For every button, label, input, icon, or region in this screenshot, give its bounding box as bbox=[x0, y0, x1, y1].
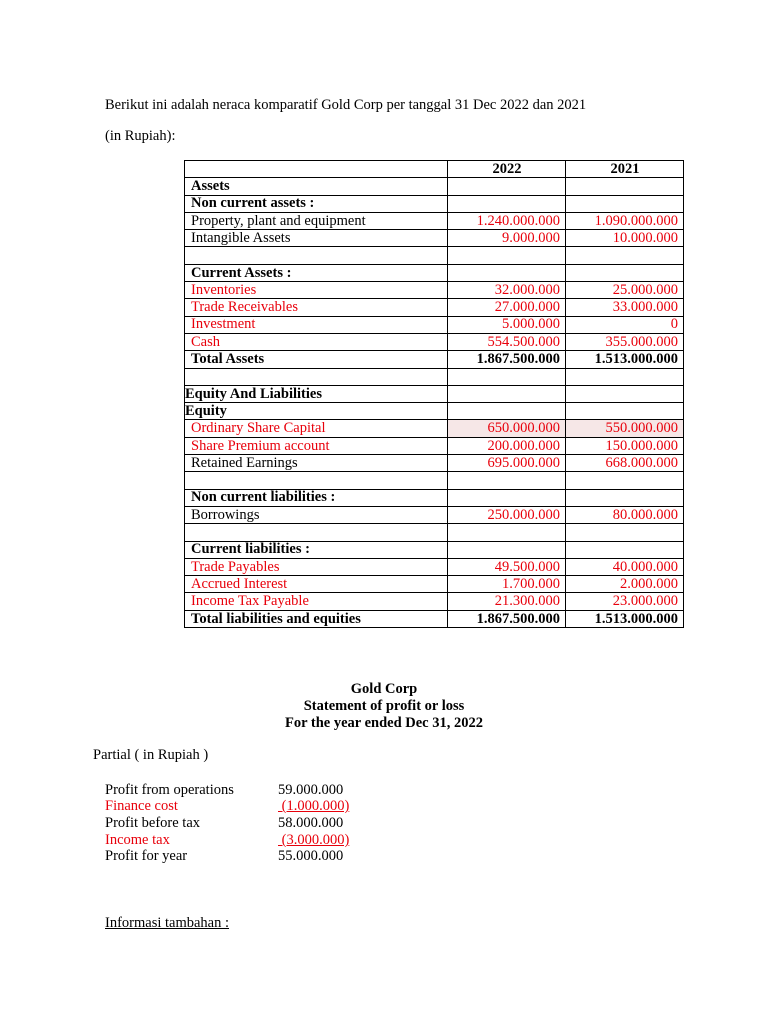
pl-row-value: 59.000.000 bbox=[278, 782, 344, 798]
value-2021: 550.000.000 bbox=[566, 420, 684, 437]
row-label: Investment bbox=[185, 316, 448, 333]
value-2021: 0 bbox=[566, 316, 684, 333]
header-2022: 2022 bbox=[448, 161, 566, 178]
value-2021: 150.000.000 bbox=[566, 437, 684, 454]
value-2022: 1.700.000 bbox=[448, 576, 566, 593]
table-row bbox=[185, 282, 684, 299]
value-2022: 554.500.000 bbox=[448, 333, 566, 350]
row-label: Property, plant and equipment bbox=[185, 212, 448, 229]
pl-row-label: Profit from operations bbox=[105, 782, 234, 798]
row-label: Trade Receivables bbox=[185, 299, 448, 316]
value-2022: 32.000.000 bbox=[448, 282, 566, 299]
table-row bbox=[185, 489, 684, 506]
value-2022: 1.240.000.000 bbox=[448, 212, 566, 229]
value-2021: 23.000.000 bbox=[566, 593, 684, 610]
table-row bbox=[185, 264, 684, 281]
table-row bbox=[185, 558, 684, 575]
row-label: Accrued Interest bbox=[185, 576, 448, 593]
table-row bbox=[185, 541, 684, 558]
value-2022: 1.867.500.000 bbox=[448, 351, 566, 368]
value-2021: 10.000.000 bbox=[566, 230, 684, 247]
table-header-row bbox=[185, 161, 684, 178]
additional-info-heading: Informasi tambahan : bbox=[105, 915, 230, 931]
pl-row-label: Income tax bbox=[105, 832, 170, 848]
table-row bbox=[185, 230, 684, 247]
value-2022: 9.000.000 bbox=[448, 230, 566, 247]
row-label: Ordinary Share Capital bbox=[185, 420, 448, 437]
value-2022: 5.000.000 bbox=[448, 316, 566, 333]
table-row bbox=[185, 593, 684, 610]
value-2022: 21.300.000 bbox=[448, 593, 566, 610]
table-row bbox=[185, 333, 684, 350]
header-label-cell bbox=[185, 161, 448, 178]
pl-row-value: 58.000.000 bbox=[278, 815, 344, 831]
value-2022: 650.000.000 bbox=[448, 420, 566, 437]
table-row bbox=[185, 316, 684, 333]
value-2022: 200.000.000 bbox=[448, 437, 566, 454]
table-row bbox=[185, 385, 684, 402]
row-label: Borrowings bbox=[185, 506, 448, 523]
table-row bbox=[185, 212, 684, 229]
value-2021: 40.000.000 bbox=[566, 558, 684, 575]
pl-row-label: Finance cost bbox=[105, 798, 178, 814]
table-row bbox=[185, 455, 684, 472]
value-2022: 27.000.000 bbox=[448, 299, 566, 316]
assets-heading: Assets bbox=[185, 178, 448, 195]
value-2021: 1.090.000.000 bbox=[566, 212, 684, 229]
value-2022: 695.000.000 bbox=[448, 455, 566, 472]
pl-partial-note: Partial ( in Rupiah ) bbox=[93, 747, 209, 763]
row-label: Total Assets bbox=[185, 351, 448, 368]
non-current-liabilities-heading: Non current liabilities : bbox=[185, 489, 448, 506]
row-label: Intangible Assets bbox=[185, 230, 448, 247]
empty-row bbox=[185, 368, 684, 385]
table-row bbox=[185, 403, 684, 420]
table-row bbox=[185, 299, 684, 316]
table-row bbox=[185, 506, 684, 523]
value-2021: 2.000.000 bbox=[566, 576, 684, 593]
value-2021: 25.000.000 bbox=[566, 282, 684, 299]
table-row bbox=[185, 437, 684, 454]
row-label: Income Tax Payable bbox=[185, 593, 448, 610]
value-2021: 668.000.000 bbox=[566, 455, 684, 472]
header-2021: 2021 bbox=[566, 161, 684, 178]
pl-row-label: Profit before tax bbox=[105, 815, 201, 831]
pl-row-value: (1.000.000) bbox=[278, 798, 350, 814]
value-2021: 80.000.000 bbox=[566, 506, 684, 523]
pl-row-value: (3.000.000) bbox=[278, 832, 350, 848]
total-assets-row bbox=[185, 351, 684, 368]
row-label: Cash bbox=[185, 333, 448, 350]
table-row bbox=[185, 420, 684, 437]
value-2021: 33.000.000 bbox=[566, 299, 684, 316]
total-liabilities-equities-row bbox=[185, 610, 684, 627]
empty-row bbox=[185, 247, 684, 264]
current-liabilities-heading: Current liabilities : bbox=[185, 541, 448, 558]
equity-liabilities-heading: Equity And Liabilities bbox=[185, 385, 448, 402]
table-row bbox=[185, 178, 684, 195]
pl-row-value: 55.000.000 bbox=[278, 848, 344, 864]
empty-row bbox=[185, 472, 684, 489]
table-row bbox=[185, 195, 684, 212]
value-2021: 1.513.000.000 bbox=[566, 351, 684, 368]
pl-period: For the year ended Dec 31, 2022 bbox=[284, 715, 483, 731]
table-row bbox=[185, 576, 684, 593]
pl-row-label: Profit for year bbox=[105, 848, 188, 864]
current-assets-heading: Current Assets : bbox=[185, 264, 448, 281]
intro-line-1: Berikut ini adalah neraca komparatif Gold Corp per tanggal 31 Dec 2022 dan 2021 bbox=[105, 97, 587, 113]
row-label: Trade Payables bbox=[185, 558, 448, 575]
row-label: Share Premium account bbox=[185, 437, 448, 454]
value-2022: 1.867.500.000 bbox=[448, 610, 566, 627]
value-2021: 1.513.000.000 bbox=[566, 610, 684, 627]
row-label: Inventories bbox=[185, 282, 448, 299]
empty-row bbox=[185, 524, 684, 541]
value-2021: 355.000.000 bbox=[566, 333, 684, 350]
row-label: Retained Earnings bbox=[185, 455, 448, 472]
balance-sheet-table bbox=[184, 160, 684, 628]
non-current-assets-heading: Non current assets : bbox=[185, 195, 448, 212]
equity-heading: Equity bbox=[185, 403, 448, 420]
pl-company: Gold Corp bbox=[350, 681, 418, 697]
pl-title: Statement of profit or loss bbox=[303, 698, 465, 714]
intro-line-2: (in Rupiah): bbox=[105, 128, 176, 144]
value-2022: 250.000.000 bbox=[448, 506, 566, 523]
value-2022: 49.500.000 bbox=[448, 558, 566, 575]
row-label: Total liabilities and equities bbox=[185, 610, 448, 627]
